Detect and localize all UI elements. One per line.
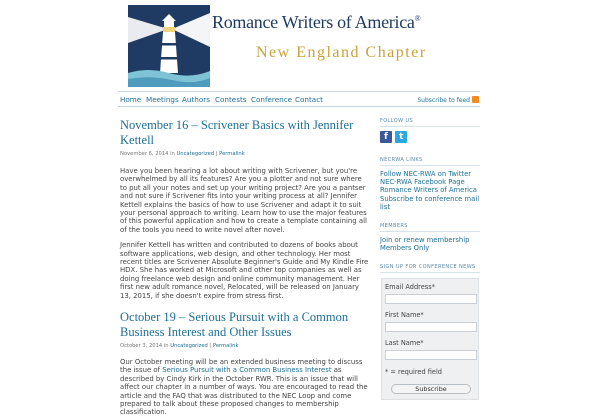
facebook-icon[interactable]: f [380, 131, 392, 143]
link-twitter[interactable]: Follow NEC-RWA on Twitter [380, 170, 472, 178]
post-body [120, 358, 370, 417]
nav-home[interactable]: Home [120, 95, 142, 104]
article-link[interactable]: Serious Pursuit with a Common Business Interest [162, 366, 332, 375]
post-date: November 6, 2014 in [120, 151, 175, 157]
lighthouse-logo-icon[interactable] [128, 5, 210, 87]
link-join-renew[interactable]: Join or renew membership [380, 236, 470, 245]
first-name-label: First Name* [385, 311, 424, 319]
nav-authors[interactable]: Authors [182, 95, 210, 104]
link-rwa[interactable]: Romance Writers of America [380, 186, 477, 195]
first-name-field[interactable] [385, 322, 477, 332]
main-nav [118, 91, 480, 107]
post [120, 310, 370, 417]
chapter-title: New England Chapter [256, 44, 427, 61]
post-meta: October 3, 2014 in Uncategorized | Permalink [120, 343, 239, 349]
email-label: Email Address* [385, 283, 435, 291]
post-paragraph: Jennifer Kettell has written and contributed to dozens of books about software applications, web design, and other technology. Her most recent titles are Scrivener Absolute Beginner's Guide and My Kindle Fire HDX. She has worked at Microsoft and other top companies as well as doing freelance web design and online community management. Her first new adult romance novel, Relocated, will be released on January 13, 2015, if she doesn't expire from stress first. [120, 241, 369, 300]
sidebar [380, 118, 480, 273]
post-category-link[interactable]: Uncategorized [170, 343, 208, 349]
nav-contests[interactable]: Contests [215, 95, 247, 104]
main-content [120, 118, 370, 417]
nav-meetings[interactable]: Meetings [146, 95, 179, 104]
nav-contact[interactable]: Contact [295, 95, 323, 104]
members-links [380, 236, 480, 252]
subscribe-button[interactable]: Subscribe [391, 384, 471, 394]
necrwa-links [380, 170, 480, 211]
site-title[interactable] [212, 12, 420, 33]
post-date: October 3, 2014 in [120, 343, 169, 349]
signup-heading: SIGN UP FOR CONFERENCE NEWS [380, 264, 480, 273]
rss-icon[interactable] [472, 96, 479, 103]
link-facebook-page[interactable]: NEC-RWA Facebook Page [380, 178, 465, 187]
post-title-link[interactable]: November 16 – Scrivener Basics with Jennifer Kettell [120, 118, 354, 147]
necrwa-links-heading: NECRWA LINKS [380, 157, 480, 166]
subscribe-feed-link[interactable] [417, 96, 479, 104]
follow-us-heading: FOLLOW US [380, 118, 480, 127]
twitter-icon[interactable]: t [395, 131, 407, 143]
post [120, 118, 370, 300]
post-permalink[interactable]: Permalink [212, 343, 239, 349]
subscribe-feed-label: Subscribe to feed [417, 97, 470, 104]
post-text: as described by Cindy Kirk in the October RWR. This is an issue that will affect our chapter in a number of ways. You are encouraged to read the article and the FAQ that was distributed to the NEC Loop and come prepared to talk about these proposed changes to membership classification. [120, 366, 368, 417]
members-heading: MEMBERS [380, 223, 480, 232]
post-paragraph [120, 358, 370, 417]
nav-conference[interactable]: Conference [251, 95, 293, 104]
last-name-label: Last Name* [385, 339, 424, 347]
post-permalink[interactable]: Permalink [219, 151, 245, 157]
social-icons [380, 131, 480, 144]
post-title-link[interactable]: October 19 – Serious Pursuit with a Common Business Interest and Other Issues [120, 310, 349, 339]
post-text: Our October meeting will be an extended business meeting to discuss the issue of [120, 358, 363, 375]
email-field[interactable] [385, 294, 477, 304]
last-name-field[interactable] [385, 350, 477, 360]
link-conference-mail-list[interactable]: Subscribe to conference mail list [380, 194, 480, 211]
site-header [118, 0, 480, 90]
post-meta: November 6, 2014 in Uncategorized | Permalink [120, 151, 245, 157]
registered-mark: ® [414, 14, 421, 23]
post-category-link[interactable]: Uncategorized [176, 151, 215, 157]
link-members-only[interactable]: Members Only [380, 244, 430, 253]
signup-form [381, 278, 479, 400]
required-note: * = required field [385, 368, 442, 376]
post-body [120, 167, 370, 300]
post-paragraph: Have you been hearing a lot about writing with Scrivener, but you're overwhelmed by all its features? Are you a plotter and not sure where to put all your notes and set up your writing project? Are you a pantser and not sure if Scrivener fits into your writing process at all? Jennifer Kettell explains the basics of how to use Scrivener and adapt it to suit your personal approach to writing. Learn how to use the major features of this powerful application and how to create a template containing all of the tools you need to write novel after novel. [120, 167, 367, 234]
site-title-text: Romance Writers of America [212, 12, 415, 32]
